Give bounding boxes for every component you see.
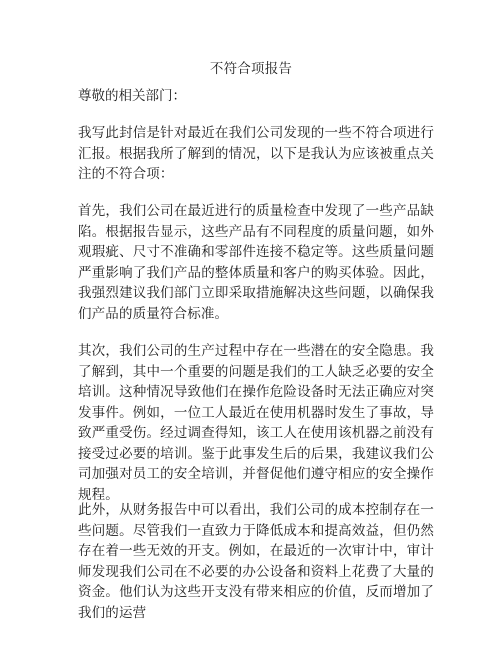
salutation: 尊敬的相关部门： (78, 88, 186, 104)
paragraph-quality: 首先，我们公司在最近进行的质量检查中发现了一些产品缺陷。根据报告显示，这些产品有不同程度的质量问题，如外观瑕疵、尺寸不准确和零部件连接不稳定等。这些质量问题严重影响了我们产品的整体质量和客户的购买体验。因此，我强烈建议我们部门立即采取措施解决这些问题，以确保我们产品的质量符合标准。 (78, 203, 434, 322)
paragraph-intro: 我写此封信是针对最近在我们公司发现的一些不符合项进行汇报。根据我所了解到的情况，以下是我认为应该被重点关注的不符合项： (78, 125, 434, 182)
document-title: 不符合项报告 (209, 61, 293, 77)
paragraph-safety: 其次，我们公司的生产过程中存在一些潜在的安全隐患。我了解到，其中一个重要的问题是我们的工人缺乏必要的安全培训。这种情况导致他们在操作危险设备时无法正确应对突发事件。例如，一位工人最近在使用机器时发生了事故，导致严重受伤。经过调查得知，该工人在使用该机器之前没有接受过必要的培训。鉴于此事发生后的后果，我建议我们公司加强对员工的安全培训，并督促他们遵守相应的安全操作规程。 (78, 343, 434, 503)
paragraph-cost: 此外，从财务报告中可以看出，我们公司的成本控制存在一些问题。尽管我们一直致力于降低成本和提高效益，但仍然存在着一些无效的开支。例如，在最近的一次审计中，审计师发现我们公司在不必要的办公设备和资料上花费了大量的资金。他们认为这些开支没有带来相应的价值，反而增加了我们的运营 (78, 502, 434, 621)
